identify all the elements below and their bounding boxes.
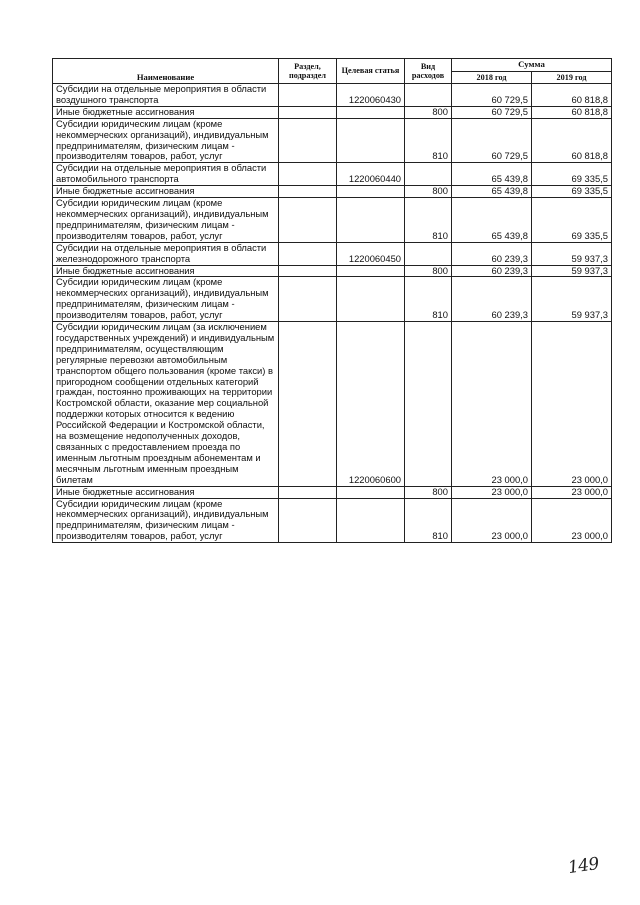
- header-sum: Сумма: [452, 59, 612, 72]
- row-sum-2018: 23 000,0: [452, 322, 532, 487]
- row-razdel: [279, 486, 337, 498]
- row-name: Иные бюджетные ассигнования: [53, 186, 279, 198]
- row-razdel: [279, 163, 337, 186]
- row-razdel: [279, 322, 337, 487]
- row-name: Субсидии юридическим лицам (кроме некоммерческих организаций), индивидуальным предпринимателям, физическим лицам - производителям товаров, работ, услуг: [53, 118, 279, 163]
- row-vid: 800: [405, 186, 452, 198]
- row-target: [337, 277, 405, 322]
- header-vid: Вид расходов: [405, 59, 452, 84]
- row-name: Субсидии на отдельные мероприятия в области железнодорожного транспорта: [53, 242, 279, 265]
- row-sum-2018: 65 439,8: [452, 186, 532, 198]
- row-target: [337, 198, 405, 243]
- row-razdel: [279, 198, 337, 243]
- row-target: [337, 186, 405, 198]
- row-razdel: [279, 277, 337, 322]
- row-target: [337, 106, 405, 118]
- row-sum-2019: 69 335,5: [532, 163, 612, 186]
- budget-table: [52, 58, 612, 543]
- row-vid: [405, 163, 452, 186]
- row-razdel: [279, 118, 337, 163]
- row-razdel: [279, 498, 337, 543]
- header-name: Наименование: [53, 59, 279, 84]
- row-vid: [405, 84, 452, 107]
- row-target: [337, 265, 405, 277]
- table-row: [53, 84, 612, 107]
- row-sum-2018: 23 000,0: [452, 498, 532, 543]
- row-sum-2018: 65 439,8: [452, 163, 532, 186]
- row-razdel: [279, 106, 337, 118]
- row-razdel: [279, 242, 337, 265]
- row-target: [337, 498, 405, 543]
- row-name: Иные бюджетные ассигнования: [53, 106, 279, 118]
- header-row-1: [53, 59, 612, 72]
- row-vid: 810: [405, 118, 452, 163]
- table-row: [53, 498, 612, 543]
- row-sum-2018: 60 729,5: [452, 84, 532, 107]
- row-sum-2019: 60 818,8: [532, 118, 612, 163]
- table-row: [53, 277, 612, 322]
- row-vid: 810: [405, 498, 452, 543]
- row-name: Субсидии на отдельные мероприятия в области воздушного транспорта: [53, 84, 279, 107]
- table-row: [53, 322, 612, 487]
- row-target: 1220060600: [337, 322, 405, 487]
- table-row: [53, 242, 612, 265]
- row-sum-2019: 60 818,8: [532, 106, 612, 118]
- table-row: [53, 163, 612, 186]
- row-vid: 800: [405, 265, 452, 277]
- row-sum-2018: 65 439,8: [452, 198, 532, 243]
- table-row: [53, 486, 612, 498]
- row-sum-2019: 59 937,3: [532, 265, 612, 277]
- row-sum-2019: 23 000,0: [532, 322, 612, 487]
- row-name: Иные бюджетные ассигнования: [53, 265, 279, 277]
- page-number: 149: [566, 853, 601, 879]
- row-name: Субсидии юридическим лицам (кроме некоммерческих организаций), индивидуальным предпринимателям, физическим лицам - производителям товаров, работ, услуг: [53, 498, 279, 543]
- row-name: Субсидии юридическим лицам (за исключением государственных учреждений) и индивидуальным предпринимателям, осуществляющим регулярные перевозки автомобильным транспортом общего пользования (кроме такси) в пригородном сообщении отдельных категорий граждан, постоянно проживающих на территории Костромской области, оказание мер социальной поддержки которых относится к ведению Российской Федерации и Костромской области, на возмещение недополученных доходов, связанных с предоставлением проезда по именным льготным проездным абонементам и месячным льготным именным проездным билетам: [53, 322, 279, 487]
- budget-table-sheet: [52, 58, 611, 543]
- row-sum-2019: 69 335,5: [532, 186, 612, 198]
- row-razdel: [279, 265, 337, 277]
- row-name: Субсидии юридическим лицам (кроме некоммерческих организаций), индивидуальным предпринимателям, физическим лицам - производителям товаров, работ, услуг: [53, 277, 279, 322]
- table-row: [53, 118, 612, 163]
- row-razdel: [279, 84, 337, 107]
- row-sum-2018: 60 729,5: [452, 106, 532, 118]
- row-sum-2018: 23 000,0: [452, 486, 532, 498]
- row-sum-2019: 69 335,5: [532, 198, 612, 243]
- row-vid: 810: [405, 277, 452, 322]
- row-sum-2019: 59 937,3: [532, 242, 612, 265]
- row-sum-2019: 23 000,0: [532, 498, 612, 543]
- header-year-2018: 2018 год: [452, 71, 532, 84]
- row-sum-2018: 60 239,3: [452, 242, 532, 265]
- header-razdel: Раздел, подраздел: [279, 59, 337, 84]
- row-vid: [405, 322, 452, 487]
- row-sum-2019: 23 000,0: [532, 486, 612, 498]
- row-target: 1220060440: [337, 163, 405, 186]
- row-sum-2018: 60 729,5: [452, 118, 532, 163]
- table-row: [53, 106, 612, 118]
- row-vid: 800: [405, 106, 452, 118]
- table-row: [53, 265, 612, 277]
- row-sum-2019: 60 818,8: [532, 84, 612, 107]
- row-name: Субсидии на отдельные мероприятия в области автомобильного транспорта: [53, 163, 279, 186]
- table-row: [53, 186, 612, 198]
- row-sum-2019: 59 937,3: [532, 277, 612, 322]
- row-target: 1220060450: [337, 242, 405, 265]
- row-vid: 800: [405, 486, 452, 498]
- row-name: Иные бюджетные ассигнования: [53, 486, 279, 498]
- row-razdel: [279, 186, 337, 198]
- row-vid: 810: [405, 198, 452, 243]
- row-target: [337, 118, 405, 163]
- row-target: [337, 486, 405, 498]
- row-target: 1220060430: [337, 84, 405, 107]
- header-year-2019: 2019 год: [532, 71, 612, 84]
- row-name: Субсидии юридическим лицам (кроме некоммерческих организаций), индивидуальным предпринимателям, физическим лицам - производителям товаров, работ, услуг: [53, 198, 279, 243]
- table-row: [53, 198, 612, 243]
- row-sum-2018: 60 239,3: [452, 277, 532, 322]
- header-target: Целевая статья: [337, 59, 405, 84]
- row-sum-2018: 60 239,3: [452, 265, 532, 277]
- row-vid: [405, 242, 452, 265]
